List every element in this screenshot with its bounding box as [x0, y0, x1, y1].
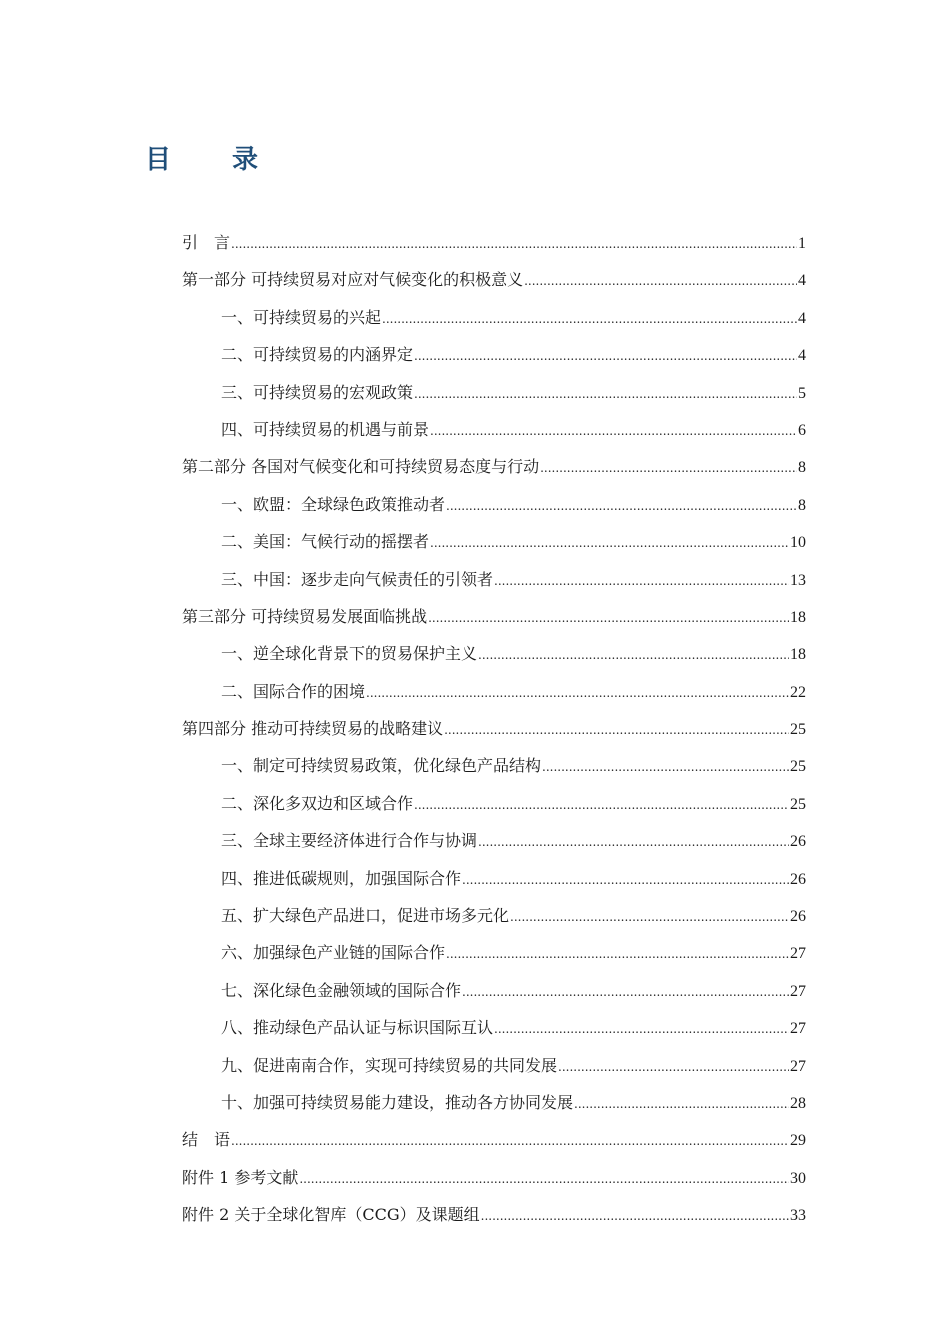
- toc-dot-leader: [574, 1086, 789, 1123]
- toc-entry[interactable]: [182, 486, 806, 523]
- toc-entry-label: 二、深化多双边和区域合作: [221, 793, 414, 813]
- toc-dot-leader: [231, 1123, 789, 1160]
- toc-entry-label: 第四部分 推动可持续贸易的战略建议: [182, 719, 444, 739]
- toc-entry-label: 八、推动绿色产品认证与标识国际互认: [221, 1018, 494, 1038]
- page-title: 目 录: [145, 145, 285, 175]
- toc-entry-label: 附件 1 参考文献: [182, 1167, 299, 1187]
- toc-entry[interactable]: [182, 710, 806, 747]
- toc-entry[interactable]: [182, 897, 806, 934]
- toc-entry[interactable]: [182, 1121, 806, 1158]
- toc-entry[interactable]: [182, 1196, 806, 1233]
- toc-dot-leader: [478, 637, 789, 674]
- toc-page-number: 25: [790, 721, 806, 739]
- toc-page-number: 33: [790, 1207, 806, 1225]
- toc-entry[interactable]: [182, 224, 806, 261]
- toc-entry-label: 引 言: [182, 233, 231, 252]
- toc-entry[interactable]: [182, 1009, 806, 1046]
- toc-page-number: 29: [790, 1132, 806, 1150]
- toc-dot-leader: [481, 1198, 789, 1235]
- toc-entry-label: 四、可持续贸易的机遇与前景: [221, 419, 430, 439]
- toc-entry[interactable]: [182, 411, 806, 448]
- toc-entry-label: 二、国际合作的困境: [221, 681, 366, 701]
- toc-entry-label: 三、可持续贸易的宏观政策: [221, 382, 414, 402]
- toc-entry-label: 三、全球主要经济体进行合作与协调: [221, 831, 478, 851]
- toc-dot-leader: [478, 824, 789, 861]
- toc-entry[interactable]: [182, 299, 806, 336]
- toc-entry-label: 十、加强可持续贸易能力建设，推动各方协同发展: [221, 1092, 574, 1112]
- toc-entry-label: 一、逆全球化背景下的贸易保护主义: [221, 644, 478, 664]
- toc-page-number: 4: [798, 309, 806, 327]
- toc-entry-label: 六、加强绿色产业链的国际合作: [221, 943, 446, 963]
- toc-page-number: 6: [798, 421, 806, 439]
- toc-entry[interactable]: [182, 785, 806, 822]
- toc-page-number: 18: [790, 608, 806, 626]
- toc-dot-leader: [524, 263, 797, 300]
- toc-dot-leader: [299, 1161, 789, 1198]
- toc-page-number: 5: [798, 384, 806, 402]
- toc-entry-label: 二、美国：气候行动的摇摆者: [221, 532, 430, 552]
- toc-dot-leader: [540, 450, 797, 487]
- toc-page-number: 10: [790, 534, 806, 552]
- toc-page-number: 25: [790, 758, 806, 776]
- toc-dot-leader: [430, 413, 797, 450]
- toc-entry-label: 二、可持续贸易的内涵界定: [221, 345, 414, 365]
- toc-dot-leader: [444, 712, 789, 749]
- toc-dot-leader: [542, 749, 789, 786]
- toc-dot-leader: [446, 936, 789, 973]
- toc-page-number: 26: [790, 908, 806, 926]
- toc-entry[interactable]: [182, 374, 806, 411]
- toc-entry[interactable]: [182, 561, 806, 598]
- toc-entry-label: 一、制定可持续贸易政策，优化绿色产品结构: [221, 756, 542, 776]
- toc-entry[interactable]: [182, 934, 806, 971]
- toc-entry-label: 附件 2 关于全球化智库（CCG）及课题组: [182, 1205, 480, 1225]
- toc-entry[interactable]: [182, 1084, 806, 1121]
- toc-page-number: 1: [798, 235, 806, 252]
- toc-dot-leader: [446, 488, 797, 525]
- toc-entry[interactable]: [182, 523, 806, 560]
- toc-dot-leader: [510, 899, 789, 936]
- toc-entry[interactable]: [182, 598, 806, 635]
- toc-entry-label: 五、扩大绿色产品进口，促进市场多元化: [221, 906, 510, 926]
- toc-dot-leader: [428, 600, 789, 637]
- toc-entry[interactable]: [182, 673, 806, 710]
- toc-entry-label: 第三部分 可持续贸易发展面临挑战: [182, 606, 428, 626]
- toc-page-number: 27: [790, 982, 806, 1000]
- toc-dot-leader: [494, 1011, 789, 1048]
- table-of-contents: [182, 224, 806, 1234]
- toc-entry[interactable]: [182, 822, 806, 859]
- toc-page-number: 22: [790, 683, 806, 701]
- toc-dot-leader: [414, 338, 797, 375]
- toc-dot-leader: [462, 862, 789, 899]
- toc-dot-leader: [414, 376, 797, 413]
- toc-entry[interactable]: [182, 336, 806, 373]
- toc-entry[interactable]: [182, 1159, 806, 1196]
- toc-page-number: 18: [790, 646, 806, 664]
- toc-entry-label: 第二部分 各国对气候变化和可持续贸易态度与行动: [182, 457, 540, 477]
- toc-entry-label: 第一部分 可持续贸易对应对气候变化的积极意义: [182, 270, 524, 290]
- toc-entry[interactable]: [182, 635, 806, 672]
- toc-entry[interactable]: [182, 972, 806, 1009]
- toc-dot-leader: [558, 1049, 789, 1086]
- toc-dot-leader: [366, 675, 789, 712]
- toc-entry-label: 一、欧盟：全球绿色政策推动者: [221, 494, 446, 514]
- toc-entry-label: 九、促进南南合作，实现可持续贸易的共同发展: [221, 1055, 558, 1075]
- toc-page-number: 28: [790, 1094, 806, 1112]
- toc-page-number: 8: [798, 459, 806, 477]
- toc-entry-label: 三、中国：逐步走向气候责任的引领者: [221, 569, 494, 589]
- toc-entry[interactable]: [182, 1047, 806, 1084]
- toc-page-number: 27: [790, 945, 806, 963]
- toc-entry[interactable]: [182, 261, 806, 298]
- toc-page-number: 4: [798, 272, 806, 290]
- toc-dot-leader: [231, 226, 797, 263]
- toc-entry-label: 结 语: [182, 1130, 231, 1150]
- toc-page-number: 30: [790, 1169, 806, 1187]
- toc-page-number: 26: [790, 833, 806, 851]
- toc-page-number: 8: [798, 496, 806, 514]
- toc-entry[interactable]: [182, 448, 806, 485]
- toc-page-number: 4: [798, 347, 806, 365]
- toc-dot-leader: [462, 974, 789, 1011]
- toc-page-number: 27: [790, 1020, 806, 1038]
- toc-entry-label: 四、推进低碳规则，加强国际合作: [221, 868, 462, 888]
- toc-page-number: 13: [790, 571, 806, 589]
- toc-entry-label: 七、深化绿色金融领域的国际合作: [221, 980, 462, 1000]
- toc-page-number: 26: [790, 870, 806, 888]
- toc-entry[interactable]: [182, 860, 806, 897]
- toc-dot-leader: [494, 563, 789, 600]
- toc-entry-label: 一、可持续贸易的兴起: [221, 307, 382, 327]
- toc-dot-leader: [430, 525, 789, 562]
- toc-page-number: 25: [790, 795, 806, 813]
- toc-dot-leader: [382, 301, 797, 338]
- toc-entry[interactable]: [182, 747, 806, 784]
- toc-page-number: 27: [790, 1057, 806, 1075]
- toc-dot-leader: [414, 787, 789, 824]
